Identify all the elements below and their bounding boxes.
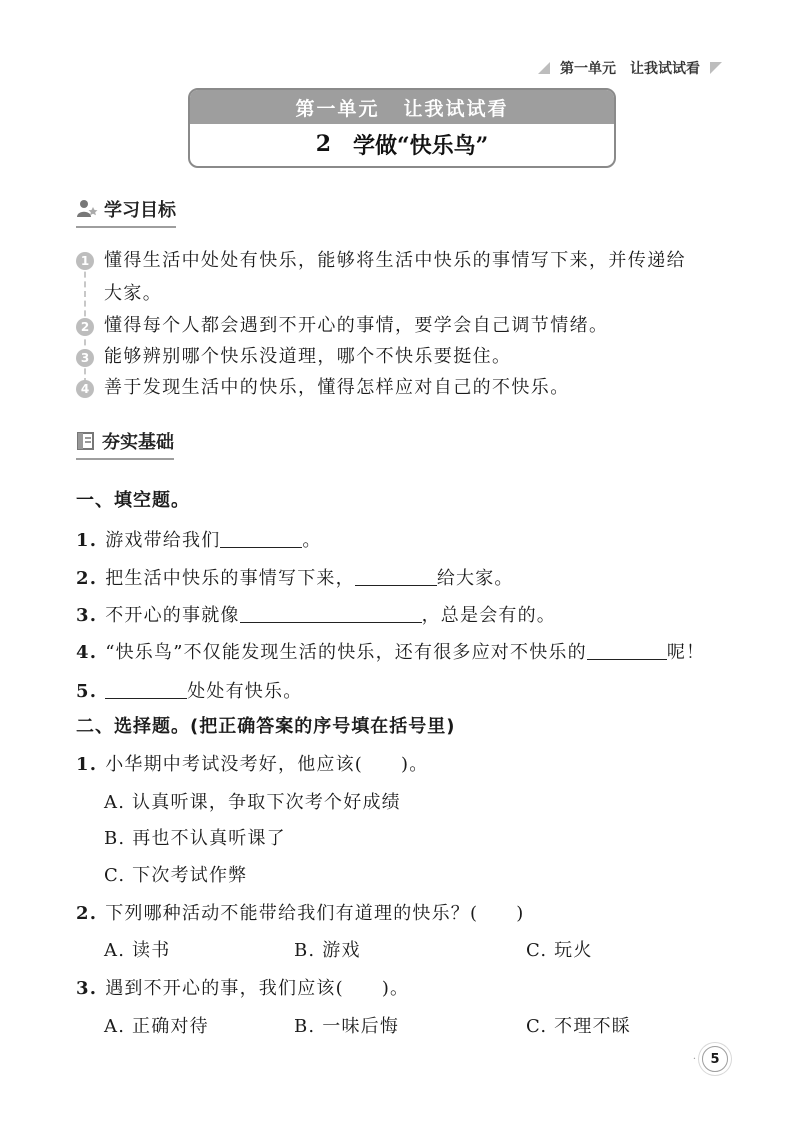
- choice-question: [76, 899, 524, 925]
- triangle-right-icon: [710, 62, 722, 74]
- question-text: 处处有快乐。: [187, 681, 303, 702]
- goal-badge: 2: [76, 318, 94, 336]
- goals-list: [76, 244, 736, 403]
- choice-option: A. 读书: [104, 940, 171, 961]
- answer-blank[interactable]: [587, 643, 667, 660]
- question-number: 2.: [76, 568, 98, 589]
- question-text: 游戏带给我们: [105, 530, 221, 551]
- question-number: 1.: [76, 530, 98, 551]
- question-text: “快乐鸟”不仅能发现生活的快乐，还有很多应对不快乐的: [105, 642, 587, 663]
- goal-text: 能够辨别哪个快乐没道理，哪个不快乐要挺住。: [104, 346, 512, 367]
- answer-blank[interactable]: [355, 569, 437, 586]
- question-text: 。: [302, 530, 322, 551]
- question-stem-end: ): [516, 903, 525, 924]
- question-stem-end: )。: [381, 978, 410, 999]
- question-number: 3.: [76, 978, 98, 999]
- choice-option: B. 再也不认真听课了: [104, 828, 286, 849]
- goal-item: [76, 372, 736, 403]
- goal-item: [76, 244, 736, 310]
- lesson-title: [190, 124, 614, 164]
- question-text: 把生活中快乐的事情写下来，: [105, 568, 355, 589]
- answer-blank[interactable]: [105, 682, 187, 699]
- question-number: 3.: [76, 605, 98, 626]
- section-heading-goals: [76, 196, 176, 228]
- question-number: 5.: [76, 681, 98, 702]
- question-stem: 小华期中考试没考好，他应该(: [105, 754, 364, 775]
- fill-question: [76, 677, 302, 703]
- question-text: ，总是会有的。: [421, 605, 557, 626]
- goal-badge: 3: [76, 349, 94, 367]
- choice-option: C. 不理不睬: [526, 1016, 631, 1037]
- person-star-icon: [76, 199, 98, 219]
- unit-subtitle: 让我试试看: [403, 97, 509, 120]
- lesson-title-box: [188, 88, 616, 168]
- question-stem: 下列哪种活动不能带给我们有道理的快乐？(: [105, 903, 479, 924]
- goal-text-line: 大家。: [104, 283, 163, 304]
- fill-question: [76, 526, 322, 552]
- goal-badge: 1: [76, 252, 94, 270]
- part2-title: 二、选择题。(把正确答案的序号填在括号里): [76, 716, 456, 737]
- answer-blank[interactable]: [220, 531, 302, 548]
- question-text: 给大家。: [436, 568, 514, 589]
- question-stem: 遇到不开心的事，我们应该(: [105, 978, 344, 999]
- goal-text: [104, 244, 686, 310]
- unit-banner: [190, 90, 614, 124]
- goal-text: 懂得每个人都会遇到不开心的事情，要学会自己调节情绪。: [104, 315, 609, 336]
- running-header: [538, 58, 722, 78]
- question-number: 4.: [76, 642, 98, 663]
- fill-question: [76, 601, 556, 627]
- question-stem-end: )。: [401, 754, 429, 775]
- choice-option: C. 下次考试作弊: [104, 865, 248, 886]
- question-text: 呢！: [666, 642, 706, 663]
- unit-label: 第一单元: [295, 97, 380, 120]
- running-header-text: 第一单元 让我试试看: [560, 61, 700, 77]
- section-heading-basics: [76, 428, 174, 460]
- choice-question: [76, 750, 428, 776]
- goal-item: [76, 310, 736, 341]
- choice-option: B. 一味后悔: [294, 1016, 400, 1037]
- triangle-left-icon: [538, 62, 550, 74]
- goal-text-line: 懂得生活中处处有快乐，能够将生活中快乐的事情写下来，并传递给: [104, 250, 686, 271]
- choice-option: C. 玩火: [526, 940, 593, 961]
- lesson-number: 2: [315, 131, 331, 157]
- goal-item: [76, 341, 736, 372]
- section-heading-goals-label: 学习目标: [104, 200, 176, 221]
- notebook-icon: [76, 431, 96, 451]
- page-number: 5: [702, 1046, 728, 1072]
- goal-badge: 4: [76, 380, 94, 398]
- choice-option: A. 认真听课，争取下次考个好成绩: [104, 792, 401, 813]
- section-heading-basics-label: 夯实基础: [102, 432, 174, 453]
- choice-option: B. 游戏: [294, 940, 361, 961]
- answer-blank[interactable]: [240, 606, 422, 623]
- question-number: 1.: [76, 754, 98, 775]
- lesson-title-text: 学做“快乐鸟”: [353, 132, 489, 159]
- page-number-dots: ·: [692, 1054, 698, 1065]
- question-text: 不开心的事就像: [105, 605, 240, 626]
- choice-option: A. 正确对待: [104, 1016, 209, 1037]
- question-number: 2.: [76, 903, 98, 924]
- fill-question: [76, 638, 705, 664]
- part1-title: 一、填空题。: [76, 490, 190, 511]
- choice-question: [76, 974, 409, 1000]
- fill-question: [76, 564, 514, 590]
- goal-text: 善于发现生活中的快乐，懂得怎样应对自己的不快乐。: [104, 377, 570, 398]
